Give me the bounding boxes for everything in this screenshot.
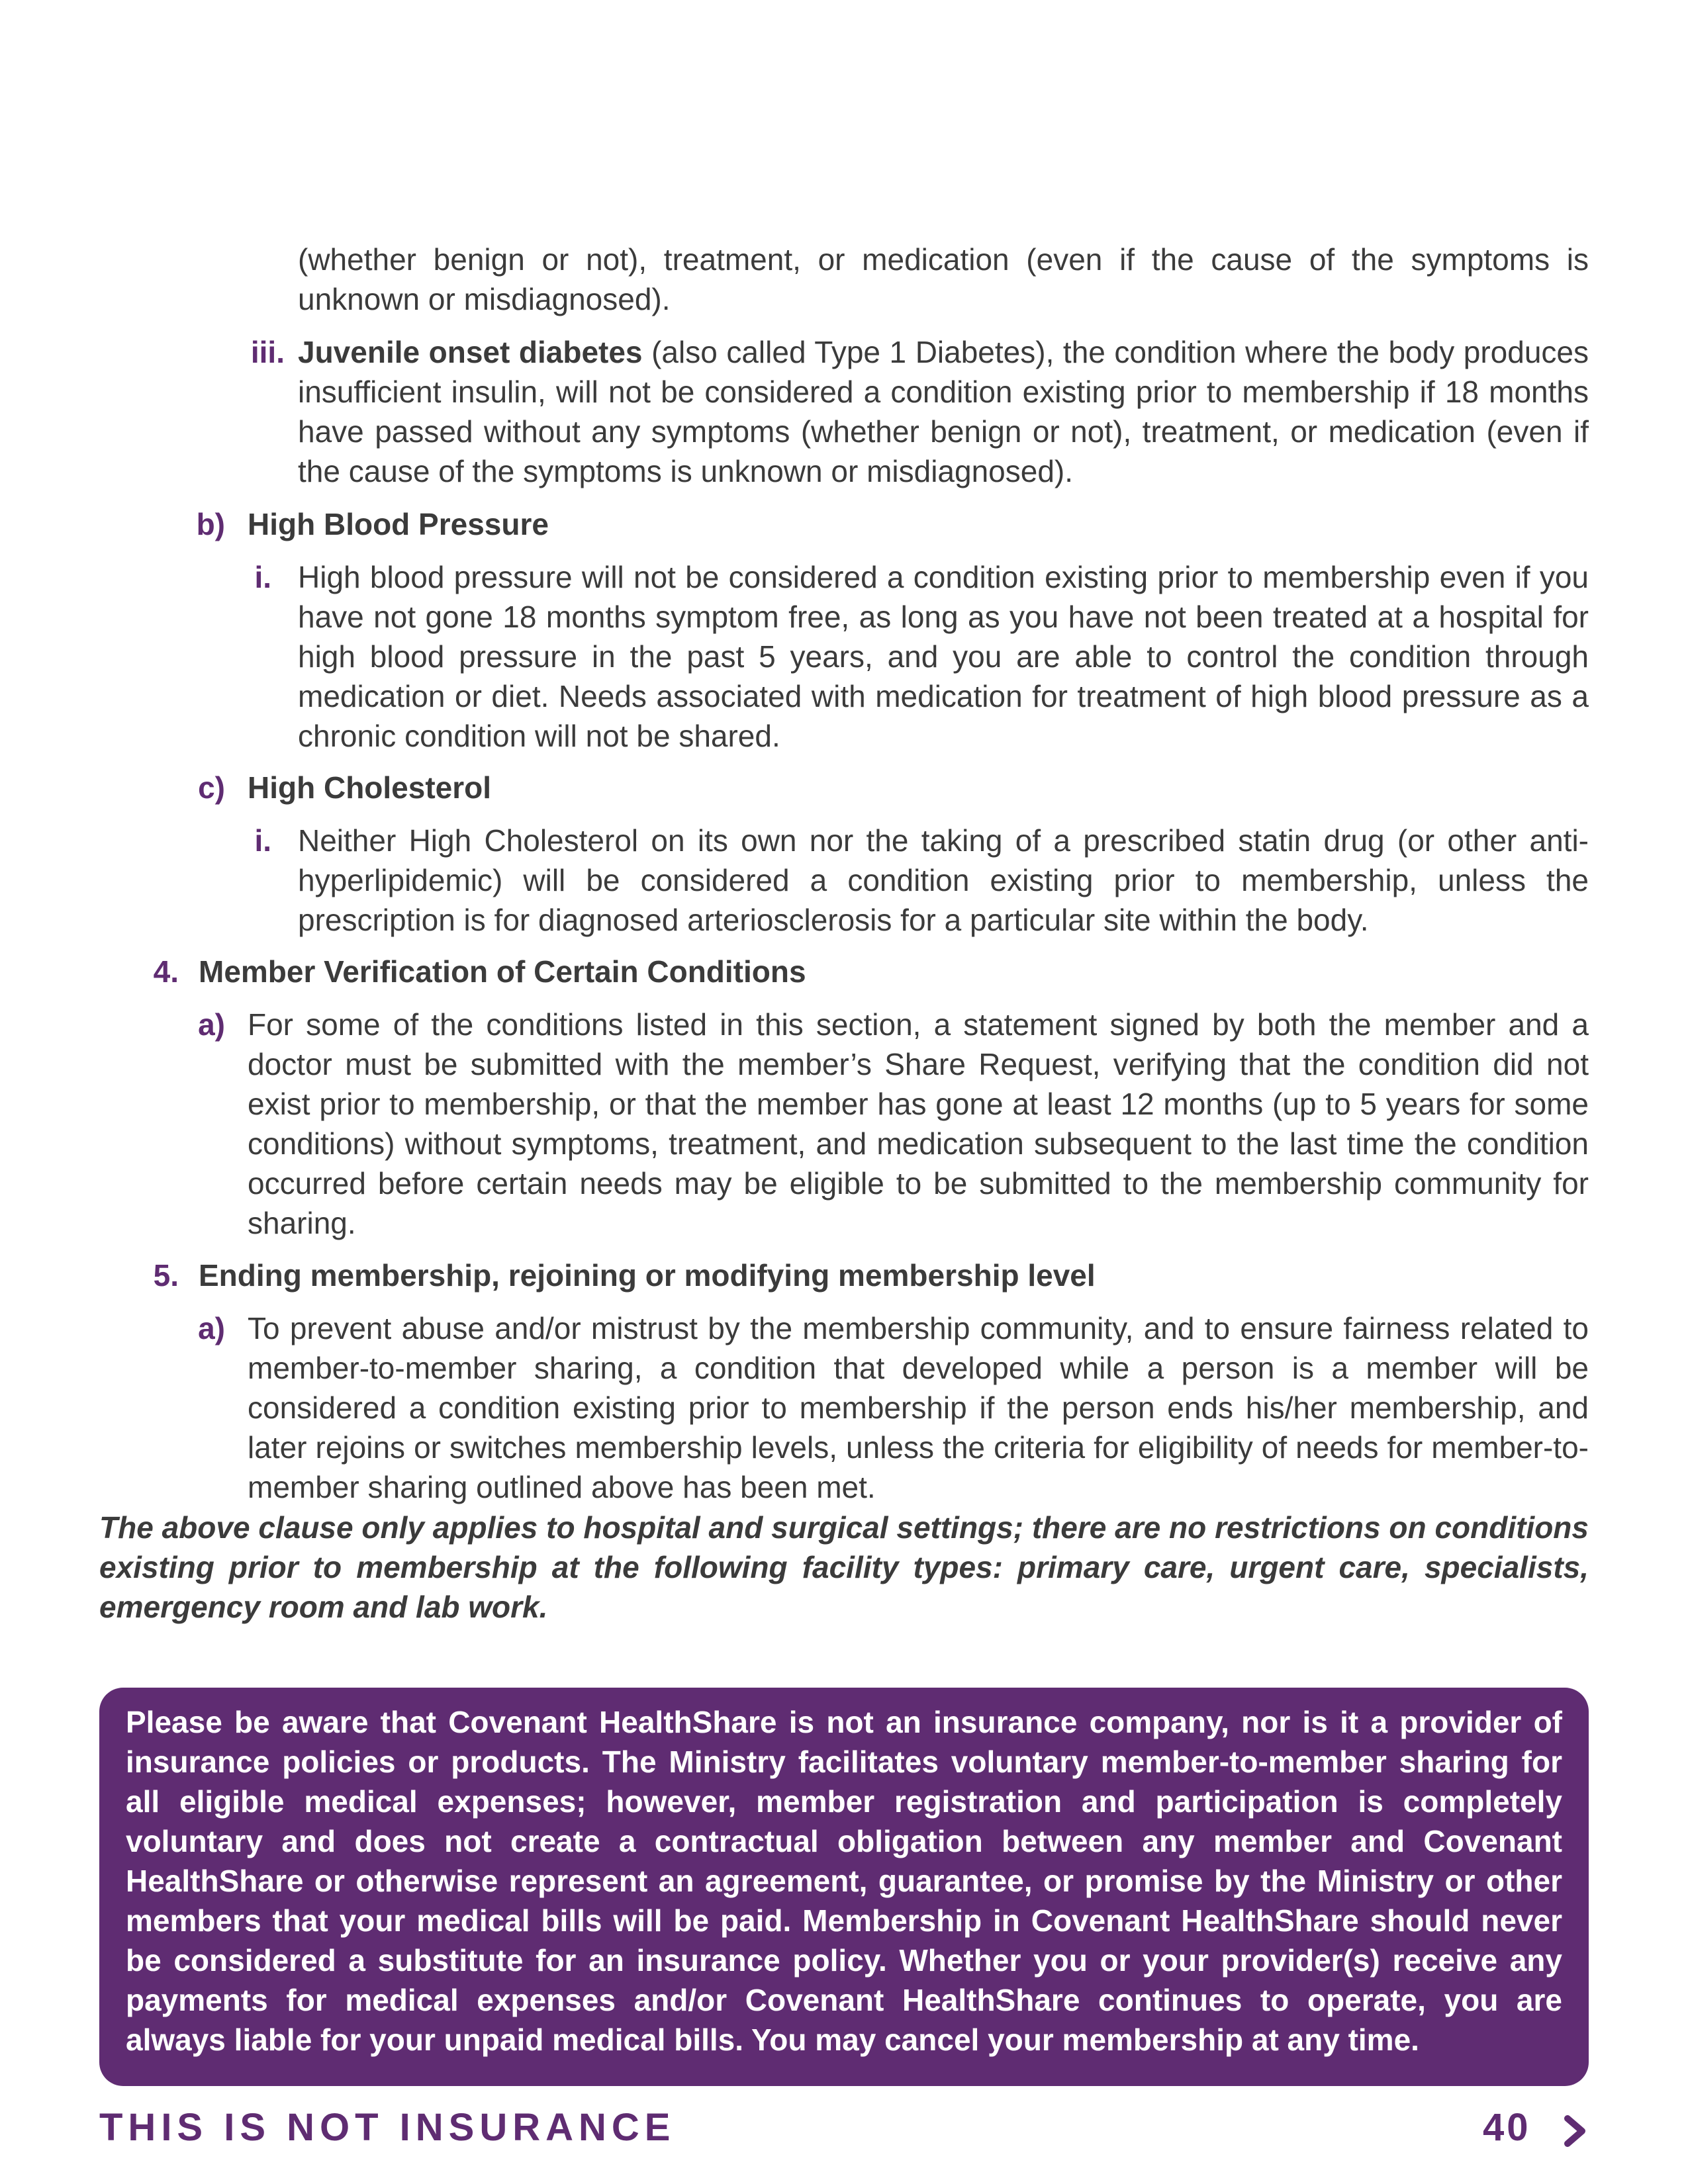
high-cholesterol-paragraph: Neither High Cholesterol on its own nor the taking of a prescribed statin drug (or other anti-hyperlipidemic) will be considered a condition existing prior to membership, unless the prescription is for diagnosed arteriosclerosis for a particular site within the body. xyxy=(298,823,1589,937)
list-marker-iii: iii. xyxy=(250,335,285,369)
list-marker-b: b) xyxy=(196,507,225,541)
list-marker-4: 4. xyxy=(153,954,179,989)
heading-high-blood-pressure: High Blood Pressure xyxy=(248,507,549,541)
member-verification-paragraph: For some of the conditions listed in this section, a statement signed by both the member and a doctor must be submitted with the member’s Share Request, verifying that the condition did not exist prior to membership, or that the member has gone at least 12 months (up to 5 years for some conditions) without symptoms, treatment, and medication subsequent to the last time the condition occurred before certain needs may be eligible to be submitted to the membership community for sharing. xyxy=(248,1007,1589,1240)
page-number: 40 xyxy=(1483,2106,1531,2149)
ending-membership-paragraph: To prevent abuse and/or mistrust by the membership community, and to ensure fairness related to member-to-member sharing, a condition that developed while a person is a member will be considered a condition existing prior to membership if the person ends his/her membership, and later rejoins or switches membership levels, unless the criteria for eligibility of needs for member-to-member sharing outlined above has been met. xyxy=(248,1311,1589,1504)
list-marker-4a: a) xyxy=(198,1007,225,1042)
heading-high-cholesterol: High Cholesterol xyxy=(248,770,492,805)
juvenile-diabetes-text: (also called Type 1 Diabetes), the condition where the body produces insufficient insulin, will not be considered a condition existing prior to membership if 18 months have passed without any symptoms (whether benign or not), treatment, or medication (even if the cause of the symptoms is unknown or misdiagnosed). xyxy=(298,335,1589,488)
notice-text: Please be aware that Covenant HealthShare is not an insurance company, nor is it a provider of insurance policies or products. The Ministry facilitates voluntary member-to-member sharing for all eligible medical expenses; however, member registration and participation is completely voluntary and does not create a contractual obligation between any member and Covenant HealthShare or otherwise represent an agreement, guarantee, or promise by the Ministry or other members that your medical bills will be paid. Membership in Covenant HealthShare should never be considered a substitute for an insurance policy. Whether you or your provider(s) receive any payments for medical expenses and/or Covenant HealthShare continues to operate, you are always liable for your unpaid medical bills. You may cancel your membership at any time. xyxy=(126,1705,1562,2057)
high-blood-pressure-paragraph: High blood pressure will not be considered a condition existing prior to membership even if you have not gone 18 months symptom free, as long as you have not been treated at a hospital for high blood pressure in the past 5 years, and you are able to control the condition through medication or diet. Needs associated with medication for treatment of high blood pressure as a chronic condition will not be shared. xyxy=(298,560,1589,753)
juvenile-diabetes-paragraph xyxy=(298,332,1589,491)
list-marker-5a: a) xyxy=(198,1311,225,1345)
heading-ending-membership: Ending membership, rejoining or modifying membership level xyxy=(199,1258,1096,1293)
juvenile-diabetes-lead: Juvenile onset diabetes xyxy=(298,335,643,369)
chevron-right-icon[interactable] xyxy=(1562,2115,1589,2148)
list-marker-5: 5. xyxy=(153,1258,179,1293)
footer-label: THIS IS NOT INSURANCE xyxy=(99,2106,676,2149)
continuation-paragraph: (whether benign or not), treatment, or medication (even if the cause of the symptoms is unknown or misdiagnosed). xyxy=(298,242,1589,316)
list-marker-c: c) xyxy=(198,770,225,805)
list-marker-chol-i: i. xyxy=(254,823,271,858)
clause-note: The above clause only applies to hospital and surgical settings; there are no restrictions on conditions existing prior to membership at the following facility types: primary care, urgent care, specialists, emergency room and lab work. xyxy=(99,1510,1589,1624)
list-marker-bp-i: i. xyxy=(254,560,271,594)
not-insurance-notice-box xyxy=(99,1688,1589,2086)
heading-member-verification: Member Verification of Certain Conditions xyxy=(199,954,806,989)
